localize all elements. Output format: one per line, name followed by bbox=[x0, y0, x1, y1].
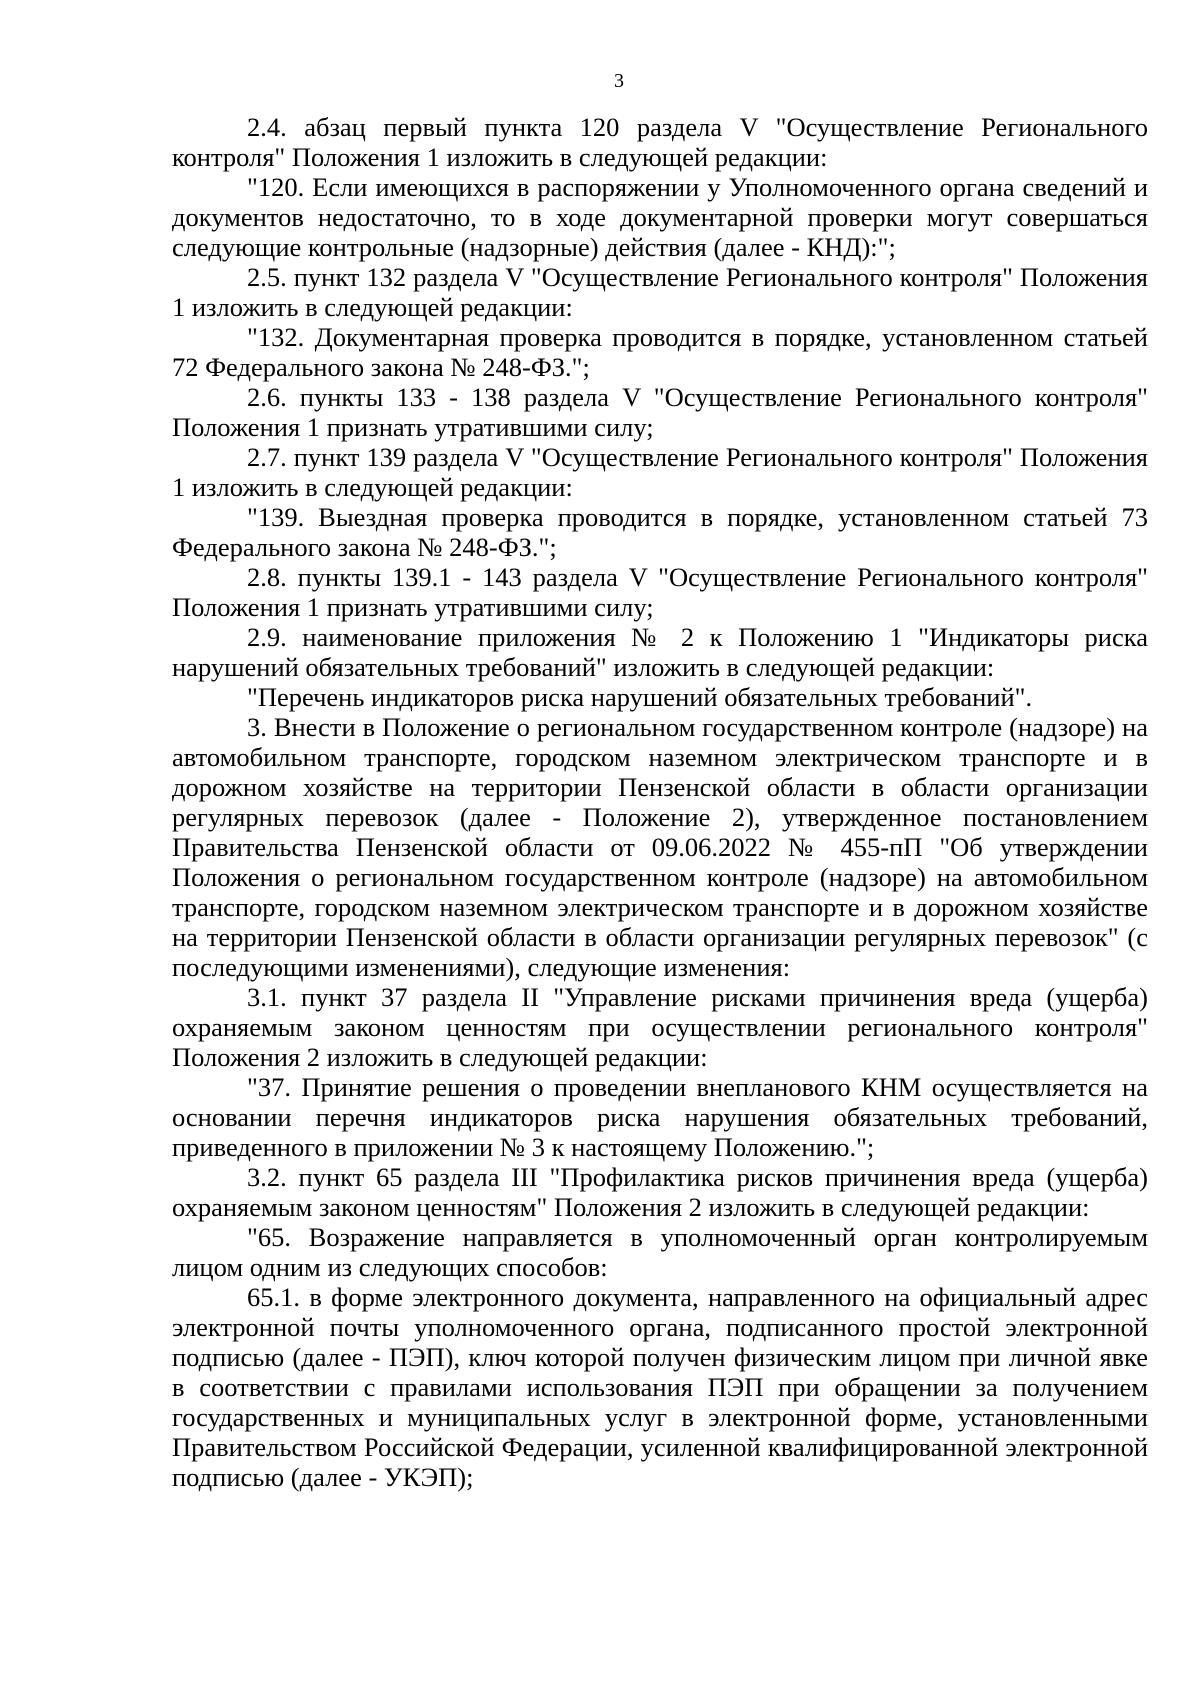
paragraph-3: 3. Внести в Положение о региональном государственном контроле (надзоре) на автомобильном транспорте, городском наземном электрическом транспорте и в дорожном хозяйстве на территории Пензенской области в области организации регулярных перевозок (далее - Положение 2), утвержденное постановлением Правительства Пензенской области от 09.06.2022 № 455-пП "Об утверждении Положения о региональном государственном контроле (надзоре) на автомобильном транспорте, городском наземном электрическом транспорте и в дорожном хозяйстве на территории Пензенской области в области организации регулярных перевозок" (с последующими изменениями), следующие изменения: bbox=[172, 712, 1148, 982]
document-body bbox=[172, 112, 1148, 1492]
paragraph-65-1: 65.1. в форме электронного документа, направленного на официальный адрес электронной почты уполномоченного органа, подписанного простой электронной подписью (далее - ПЭП), ключ которой получен физическим лицом при личной явке в соответствии с правилами использования ПЭП при обращении за получением государственных и муниципальных услуг в электронной форме, установленными Правительством Российской Федерации, усиленной квалифицированной электронной подписью (далее - УКЭП); bbox=[172, 1282, 1148, 1492]
paragraph-2-8: 2.8. пункты 139.1 - 143 раздела V "Осуществление Регионального контроля" Положения 1 признать утратившими силу; bbox=[172, 562, 1148, 622]
paragraph-quote-37: "37. Принятие решения о проведении внепланового КНМ осуществляется на основании перечня индикаторов риска нарушения обязательных требований, приведенного в приложении № 3 к настоящему Положению."; bbox=[172, 1072, 1148, 1162]
paragraph-3-1: 3.1. пункт 37 раздела II "Управление рисками причинения вреда (ущерба) охраняемым законом ценностям при осуществлении регионального контроля" Положения 2 изложить в следующей редакции: bbox=[172, 982, 1148, 1072]
paragraph-2-7: 2.7. пункт 139 раздела V "Осуществление Регионального контроля" Положения 1 изложить в следующей редакции: bbox=[172, 442, 1148, 502]
paragraph-2-4: 2.4. абзац первый пункта 120 раздела V "Осуществление Регионального контроля" Положения 1 изложить в следующей редакции: bbox=[172, 112, 1148, 172]
page-number: 3 bbox=[614, 70, 624, 92]
paragraph-quote-indicators: "Перечень индикаторов риска нарушений обязательных требований". bbox=[247, 682, 1033, 712]
paragraph-2-9: 2.9. наименование приложения № 2 к Положению 1 "Индикаторы риска нарушений обязательных требований" изложить в следующей редакции: bbox=[172, 622, 1148, 682]
paragraph-quote-120: "120. Если имеющихся в распоряжении у Уполномоченного органа сведений и документов недостаточно, то в ходе документарной проверки могут совершаться следующие контрольные (надзорные) действия (далее - КНД):"; bbox=[172, 172, 1148, 262]
paragraph-quote-65: "65. Возражение направляется в уполномоченный орган контролируемым лицом одним из следующих способов: bbox=[172, 1222, 1148, 1282]
paragraph-quote-132: "132. Документарная проверка проводится в порядке, установленном статьей 72 Федерального закона № 248-ФЗ."; bbox=[172, 322, 1148, 382]
paragraph-2-5: 2.5. пункт 132 раздела V "Осуществление Регионального контроля" Положения 1 изложить в следующей редакции: bbox=[172, 262, 1148, 322]
paragraph-quote-139: "139. Выездная проверка проводится в порядке, установленном статьей 73 Федерального закона № 248-ФЗ."; bbox=[172, 502, 1148, 562]
paragraph-3-2: 3.2. пункт 65 раздела III "Профилактика рисков причинения вреда (ущерба) охраняемым законом ценностям" Положения 2 изложить в следующей редакции: bbox=[172, 1162, 1148, 1222]
paragraph-2-6: 2.6. пункты 133 - 138 раздела V "Осуществление Регионального контроля" Положения 1 признать утратившими силу; bbox=[172, 382, 1148, 442]
